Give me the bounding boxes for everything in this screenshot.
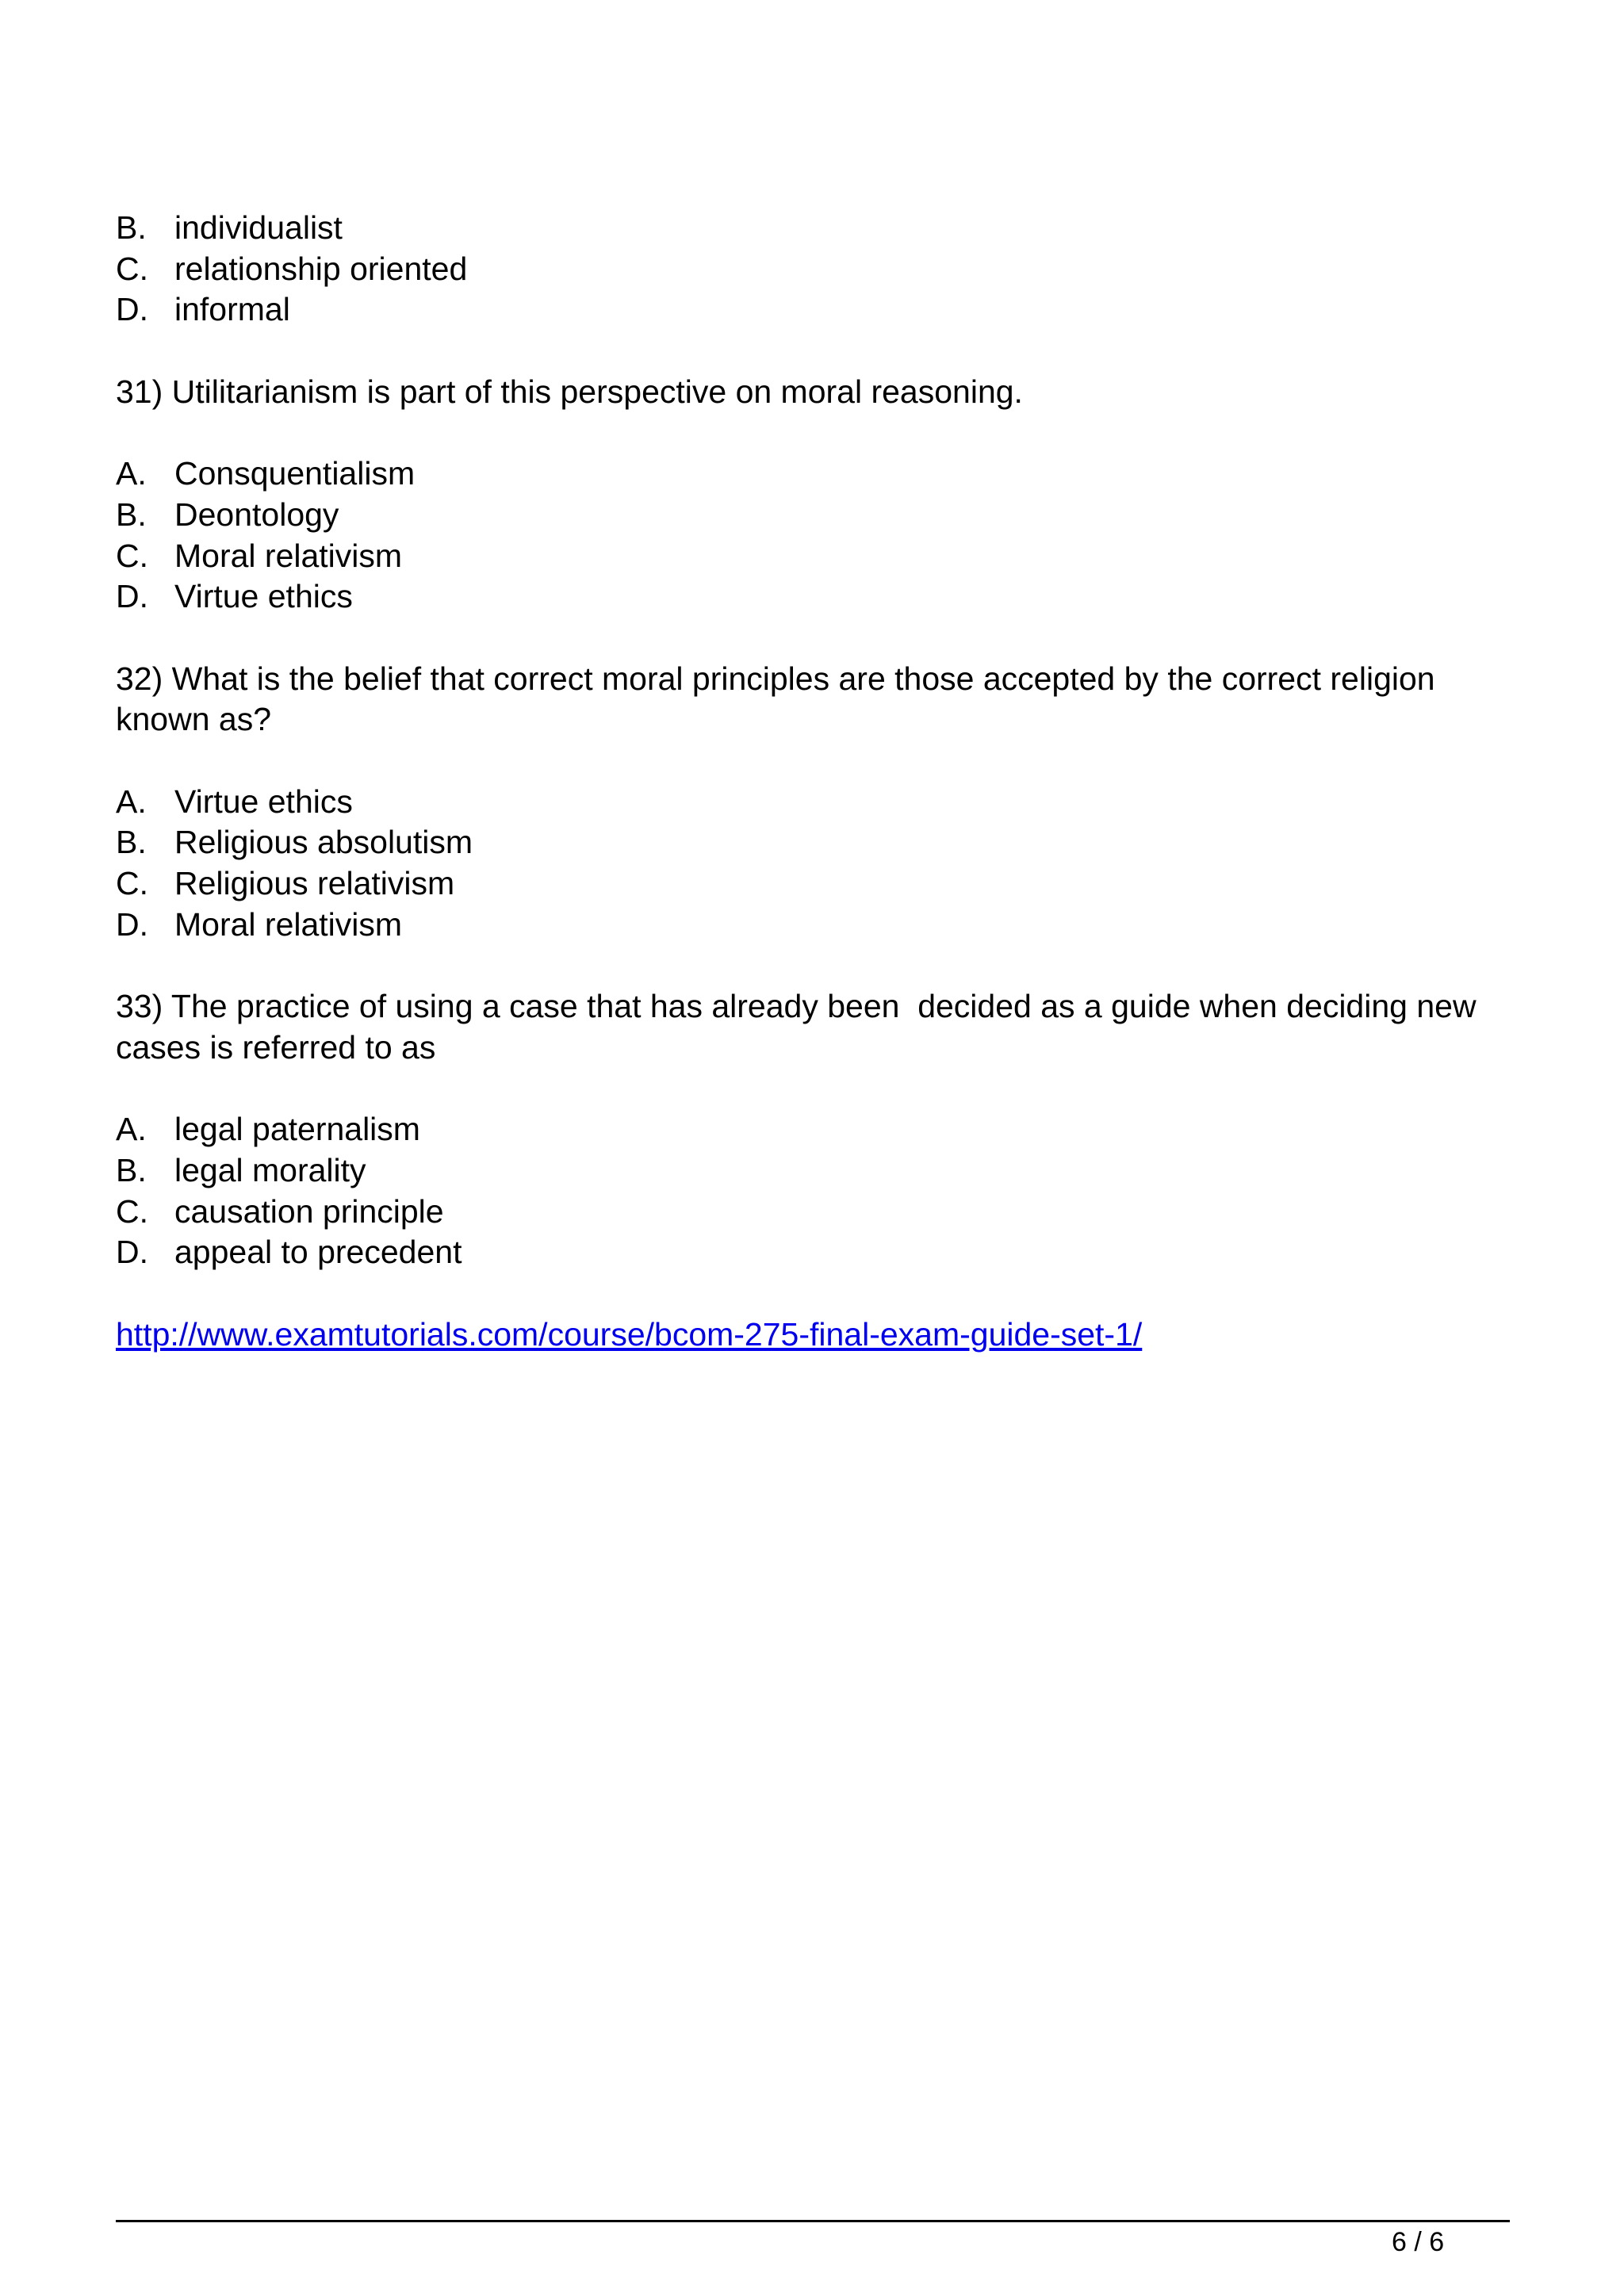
option-text: relationship oriented	[174, 250, 468, 287]
option-letter: B.	[116, 824, 147, 861]
option-letter: D.	[116, 291, 148, 328]
option-item	[116, 782, 1511, 823]
option-item	[116, 576, 1511, 618]
option-item	[116, 863, 1511, 905]
option-letter: D.	[116, 905, 148, 943]
option-text: legal paternalism	[174, 1111, 420, 1148]
option-letter: C.	[116, 250, 148, 287]
option-letter: D.	[116, 1234, 148, 1271]
option-letter: C.	[116, 537, 148, 574]
option-letter: D.	[116, 578, 148, 615]
course-link-line	[116, 1314, 1511, 1356]
question-text: cases is referred to as	[116, 1028, 436, 1066]
option-text: Deontology	[174, 496, 339, 533]
question-text: known as?	[116, 701, 272, 738]
page-content	[116, 208, 1511, 1355]
option-text: Virtue ethics	[174, 578, 353, 615]
spacer	[116, 331, 1511, 372]
option-item	[116, 905, 1511, 946]
option-text: Moral relativism	[174, 905, 403, 943]
option-item	[116, 249, 1511, 290]
option-letter: B.	[116, 1151, 147, 1188]
spacer	[116, 740, 1511, 782]
spacer	[116, 1068, 1511, 1109]
option-letter: B.	[116, 209, 147, 246]
option-text: appeal to precedent	[174, 1234, 462, 1271]
continuation-options	[116, 208, 1511, 331]
option-letter: A.	[116, 455, 147, 492]
option-item	[116, 208, 1511, 249]
option-text: Religious relativism	[174, 865, 455, 901]
question-text: 33) The practice of using a case that has already been decided as a guide when deciding new	[116, 988, 1477, 1025]
option-letter: C.	[116, 1192, 148, 1230]
spacer	[116, 945, 1511, 986]
option-text: Moral relativism	[174, 537, 403, 574]
option-letter: A.	[116, 783, 147, 820]
option-item	[116, 1192, 1511, 1233]
spacer	[116, 618, 1511, 659]
option-letter: C.	[116, 865, 148, 901]
footer-divider	[116, 2220, 1510, 2222]
option-item	[116, 1150, 1511, 1192]
option-text: causation principle	[174, 1192, 444, 1230]
option-letter: B.	[116, 496, 147, 533]
option-item	[116, 453, 1511, 495]
page-number: 6 / 6	[1392, 2227, 1445, 2257]
option-item	[116, 1109, 1511, 1150]
option-text: legal morality	[174, 1151, 366, 1188]
option-text: Consquentialism	[174, 455, 416, 492]
option-item	[116, 495, 1511, 536]
option-item	[116, 1232, 1511, 1273]
spacer	[116, 1273, 1511, 1314]
question-32	[116, 659, 1511, 946]
option-letter: A.	[116, 1111, 147, 1148]
question-text: 32) What is the belief that correct moral principles are those accepted by the correct religion	[116, 660, 1435, 697]
question-33	[116, 986, 1511, 1273]
option-item	[116, 822, 1511, 863]
question-31	[116, 372, 1511, 618]
option-item	[116, 536, 1511, 577]
option-text: informal	[174, 291, 290, 328]
option-text: Virtue ethics	[174, 783, 353, 820]
question-text: 31) Utilitarianism is part of this perspective on moral reasoning.	[116, 373, 1023, 410]
spacer	[116, 412, 1511, 453]
option-text: Religious absolutism	[174, 824, 473, 861]
option-item	[116, 289, 1511, 331]
option-text: individualist	[174, 209, 343, 246]
course-link[interactable]: http://www.examtutorials.com/course/bcom-275-final-exam-guide-set-1/	[116, 1315, 1143, 1353]
